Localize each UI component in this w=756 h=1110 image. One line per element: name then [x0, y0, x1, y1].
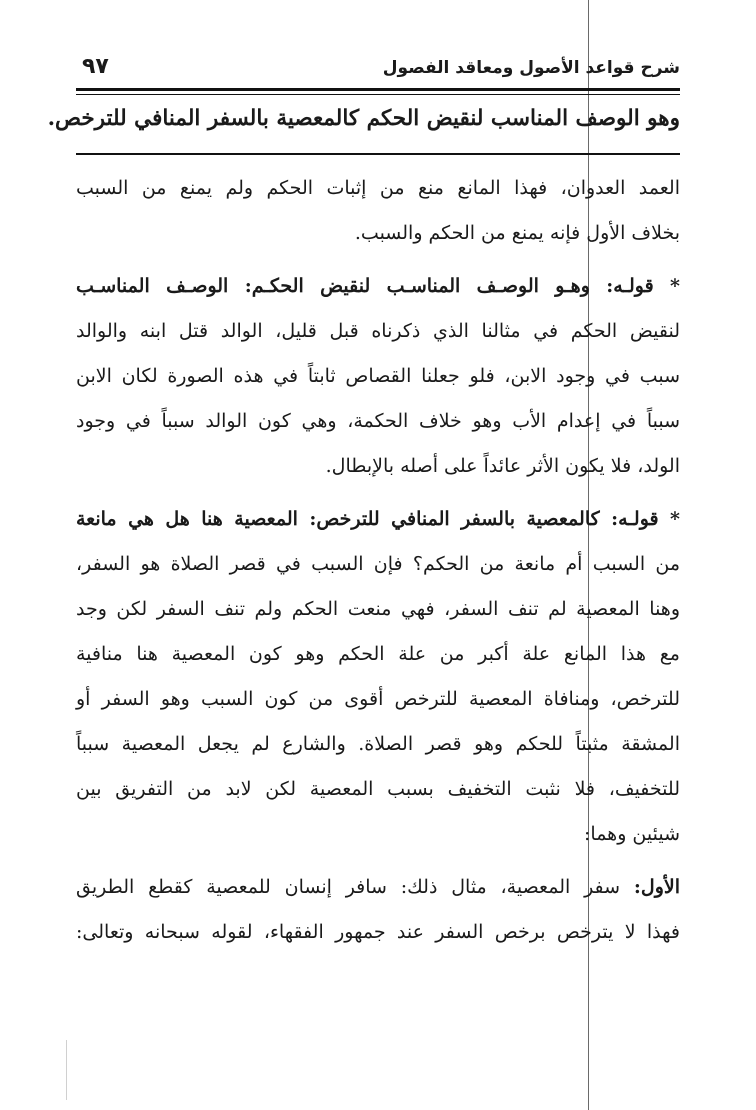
quoted-matn-line: وهو الوصف المناسب لنقيض الحكم كالمعصية بالسفر المنافي للترخص.: [47, 106, 680, 131]
text-line: مع هذا المانع علة أكبر من علة الحكم وهو كون المعصية هنا منافية: [76, 643, 680, 665]
text-line: سبباً في إعدام الأب وهو خلاف الحكمة، وهي كون الوالد سبباً في وجود: [76, 410, 680, 432]
text-line: المشقة مثبتاً للحكم وهو قصر الصلاة. والشارع لم يجعل المعصية سبباً: [76, 733, 680, 755]
quoted-phrase: وهـو الوصـف المناسـب لنقيض الحكـم: الوصـف المناسـب: [76, 275, 607, 297]
text-line: شيئين وهما:: [584, 823, 680, 845]
paragraph-lead: * قولـه:: [611, 508, 680, 530]
text-line: للتخفيف، فلا نثبت التخفيف بسبب المعصية لكن لابد من التفريق بين: [76, 778, 680, 800]
paragraph-text: سفر المعصية، مثال ذلك: سافر إنسان للمعصية كقطع الطريق: [76, 876, 634, 898]
page-number: ٩٧: [82, 54, 109, 79]
text-line: لنقيض الحكم في مثالنا الذي ذكرناه قبل قليل، الوالد قتل ابنه والوالد: [76, 320, 680, 342]
paragraph-lead: الأول:: [633, 876, 680, 898]
text-line: [76, 497, 680, 542]
running-header: [76, 52, 680, 86]
text-line: العمد العدوان، فهذا المانع منع من إثبات الحكم ولم يمنع من السبب: [76, 177, 680, 199]
header-title: شرح قواعد الأصول ومعاقد الفصول: [382, 58, 680, 78]
page-edge-mark: [66, 1040, 67, 1100]
commentary-text: [76, 166, 680, 955]
text-line: الولد، فلا يكون الأثر عائداً على أصله بالإبطال.: [325, 455, 680, 477]
text-line: من السبب أم مانعة من الحكم؟ فإن السبب في قصر الصلاة هو السفر،: [76, 553, 680, 575]
header-rule-thick: [76, 88, 680, 91]
paragraph-lead: * قولـه:: [606, 275, 680, 297]
text-line: [76, 865, 680, 910]
quoted-phrase: كالمعصية بالسفر المنافي للترخص: المعصية هنا هل هي مانعة: [76, 508, 612, 530]
text-line: سبب في وجود الابن، فلو جعلنا القصاص ثابتاً في هذه الصورة لكان الابن: [76, 365, 680, 387]
text-line: للترخص، ومنافاة المعصية للترخص أقوى من كون السبب وهو السفر أو: [76, 688, 680, 710]
matn-separator-rule: [76, 153, 680, 155]
text-line: [76, 264, 680, 309]
text-line: فهذا لا يترخص برخص السفر عند جمهور الفقهاء، لقوله سبحانه وتعالى:: [76, 921, 680, 943]
text-line: بخلاف الأول فإنه يمنع من الحكم والسبب.: [354, 222, 680, 244]
header-rule-thin: [76, 94, 680, 95]
text-line: وهنا المعصية لم تنف السفر، فهي منعت الحكم ولم تنف السفر لكن وجد: [76, 598, 680, 620]
